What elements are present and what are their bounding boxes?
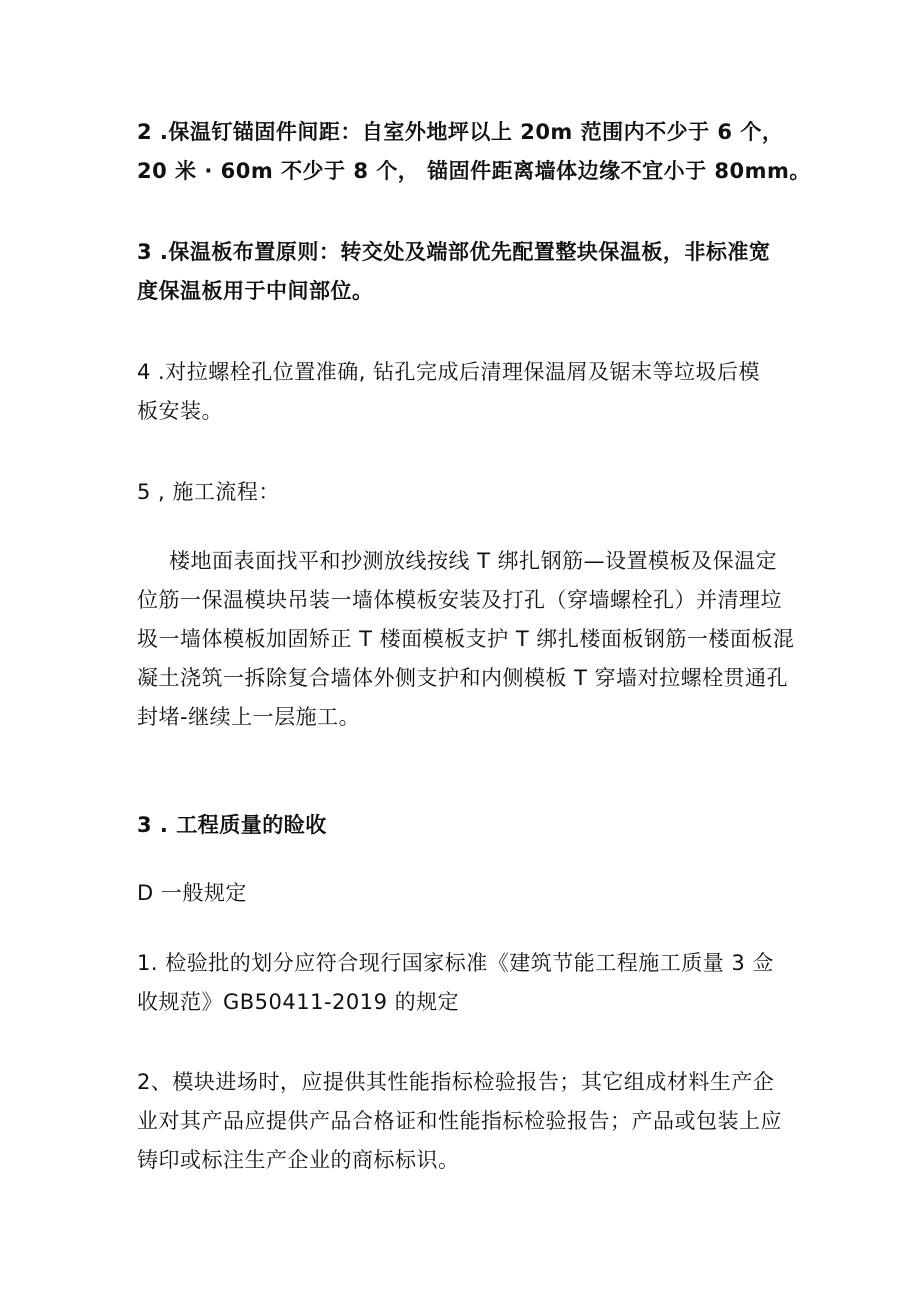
text-line: 20 米 · 60m 不少于 8 个， 锚固件距离墙体边缘不宜小于 80mm。 bbox=[137, 159, 811, 183]
text-line: 1. 检验批的划分应符合现行国家标准《建筑节能工程施工质量 3 佥 bbox=[137, 951, 774, 975]
text-line: 4 .对拉螺栓孔位置准确, 钻孔完成后清理保温屑及锯末等垃圾后模 bbox=[137, 360, 761, 384]
text-line: 5 , 施工流程： bbox=[137, 480, 280, 504]
text-line: 圾一墙体模板加固矫正 T 楼面模板支护 T 绑扎楼面板钢筋一楼面板混 bbox=[137, 627, 795, 651]
text-line: 铸印或标注生产企业的商标标识。 bbox=[137, 1148, 460, 1172]
text-line: 度保温板用于中间部位。 bbox=[137, 279, 374, 303]
paragraph-process-flow bbox=[137, 542, 797, 737]
paragraph-anchor-spacing bbox=[137, 113, 811, 191]
text-line: 凝土浇筑一拆除复合墙体外侧支护和内侧模板 T 穿墙对拉螺栓贯通孔 bbox=[137, 666, 789, 690]
text-line: 2、模块进场时，应提供其性能指标检验报告；其它组成材料生产企 bbox=[137, 1070, 775, 1094]
text-line: 收规范》GB50411-2019 的规定 bbox=[137, 990, 460, 1014]
paragraph-process-heading bbox=[137, 473, 797, 512]
text-line: 2 .保温钉锚固件间距：自室外地坪以上 20m 范围内不少于 6 个， bbox=[137, 120, 784, 144]
text-line: D 一般规定 bbox=[137, 881, 247, 905]
subheading-general-provisions bbox=[137, 874, 797, 913]
paragraph-bolt-holes bbox=[137, 353, 797, 431]
paragraph-board-layout bbox=[137, 233, 797, 311]
text-line: 3 .保温板布置原则：转交处及端部优先配置整块保温板，非标准宽 bbox=[137, 240, 771, 264]
paragraph-module-entry bbox=[137, 1063, 797, 1180]
text-line: 3 . 工程质量的睑收 bbox=[137, 813, 327, 837]
paragraph-inspection-lot bbox=[137, 944, 797, 1022]
text-line: 位筋一保温模块吊装一墙体模板安装及打孔（穿墙螺栓孔）并清理垃 bbox=[137, 588, 782, 612]
text-line: 封堵-继续上一层施工。 bbox=[137, 705, 361, 729]
section-heading-quality-acceptance bbox=[137, 806, 797, 845]
text-line: 板安装。 bbox=[137, 399, 223, 423]
text-line: 业对其产品应提供产品合格证和性能指标检验报告；产品或包装上应 bbox=[137, 1109, 782, 1133]
text-line: 楼地面表面找平和抄测放线按线 T 绑扎钢筋—设置模板及保温定 bbox=[169, 549, 778, 573]
